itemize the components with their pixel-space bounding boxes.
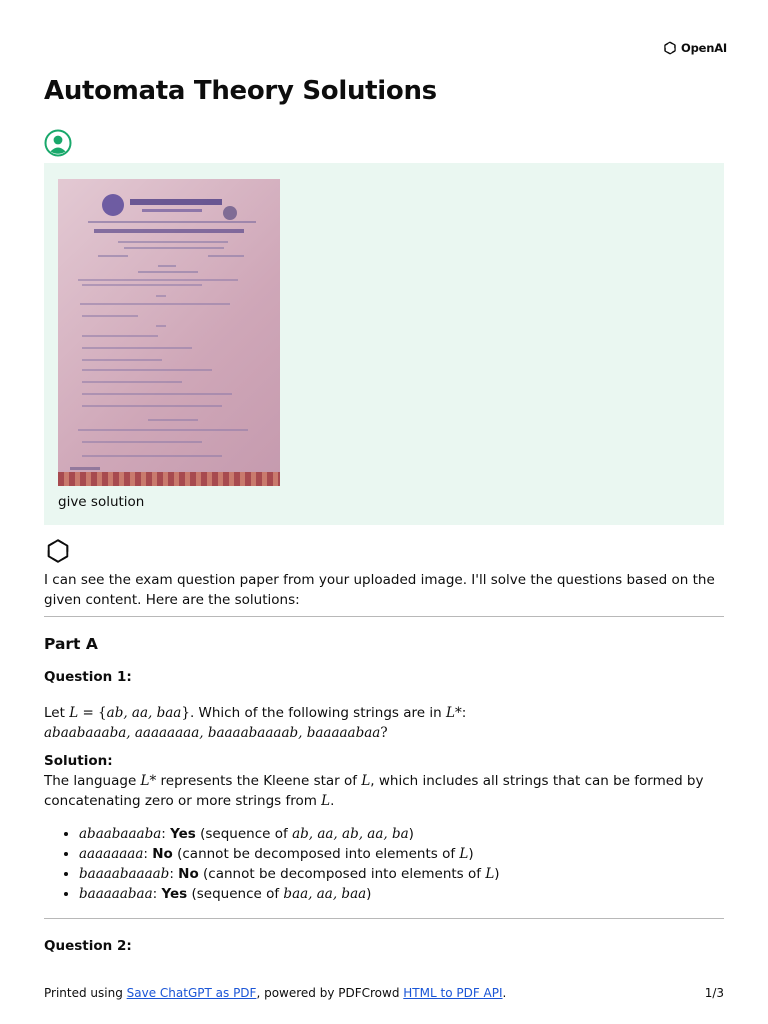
brand-name: OpenAI — [681, 41, 727, 55]
answer-list — [44, 824, 724, 904]
footer-text: Printed using Save ChatGPT as PDF, powered by PDFCrowd HTML to PDF API. — [44, 986, 507, 1000]
divider — [44, 616, 724, 617]
list-item: • baaaaabaa: Yes (sequence of baa, aa, baa) — [79, 884, 724, 904]
save-chatgpt-pdf-link[interactable]: Save ChatGPT as PDF — [126, 986, 257, 1000]
question-1-heading: Question 1: — [44, 669, 132, 685]
list-item: • aaaaaaaa: No (cannot be decomposed into elements of L) — [79, 844, 724, 864]
page-number: 1/3 — [704, 986, 724, 1000]
section-heading-part-a: Part A — [44, 635, 98, 653]
openai-logo-icon — [662, 40, 678, 56]
page-title: Automata Theory Solutions — [44, 76, 437, 106]
print-footer — [44, 986, 724, 1000]
question-2-heading: Question 2: — [44, 938, 132, 954]
list-item: • baaaabaaaab: No (cannot be decomposed into elements of L) — [79, 864, 724, 884]
response-intro: I can see the exam question paper from your uploaded image. I'll solve the questions based on the given content. Here are the solutions: — [44, 572, 715, 608]
assistant-response — [44, 570, 724, 956]
user-avatar-icon — [44, 129, 72, 157]
uploaded-exam-image[interactable] — [58, 179, 280, 486]
solution-text: The language L* represents the Kleene star of L, which includes all strings that can be formed by concatenating zero or more strings from L. — [44, 773, 704, 809]
divider — [44, 918, 724, 919]
question-1-text: Let L = {ab, aa, baa}. Which of the following strings are in L*: abaabaaaba, aaaaaaaa, baaaabaaaab, baaaaabaa? — [44, 705, 467, 741]
photo-table-edge — [58, 472, 280, 486]
openai-brand — [662, 40, 727, 56]
user-message — [44, 163, 724, 525]
chatgpt-avatar-icon — [44, 537, 72, 565]
user-message-text: give solution — [58, 494, 145, 510]
html-to-pdf-api-link[interactable]: HTML to PDF API — [403, 986, 503, 1000]
list-item: • abaabaaaba: Yes (sequence of ab, aa, ab, aa, ba) — [79, 824, 724, 844]
exam-paper-picture — [58, 179, 280, 486]
solution-label: Solution: — [44, 753, 113, 769]
